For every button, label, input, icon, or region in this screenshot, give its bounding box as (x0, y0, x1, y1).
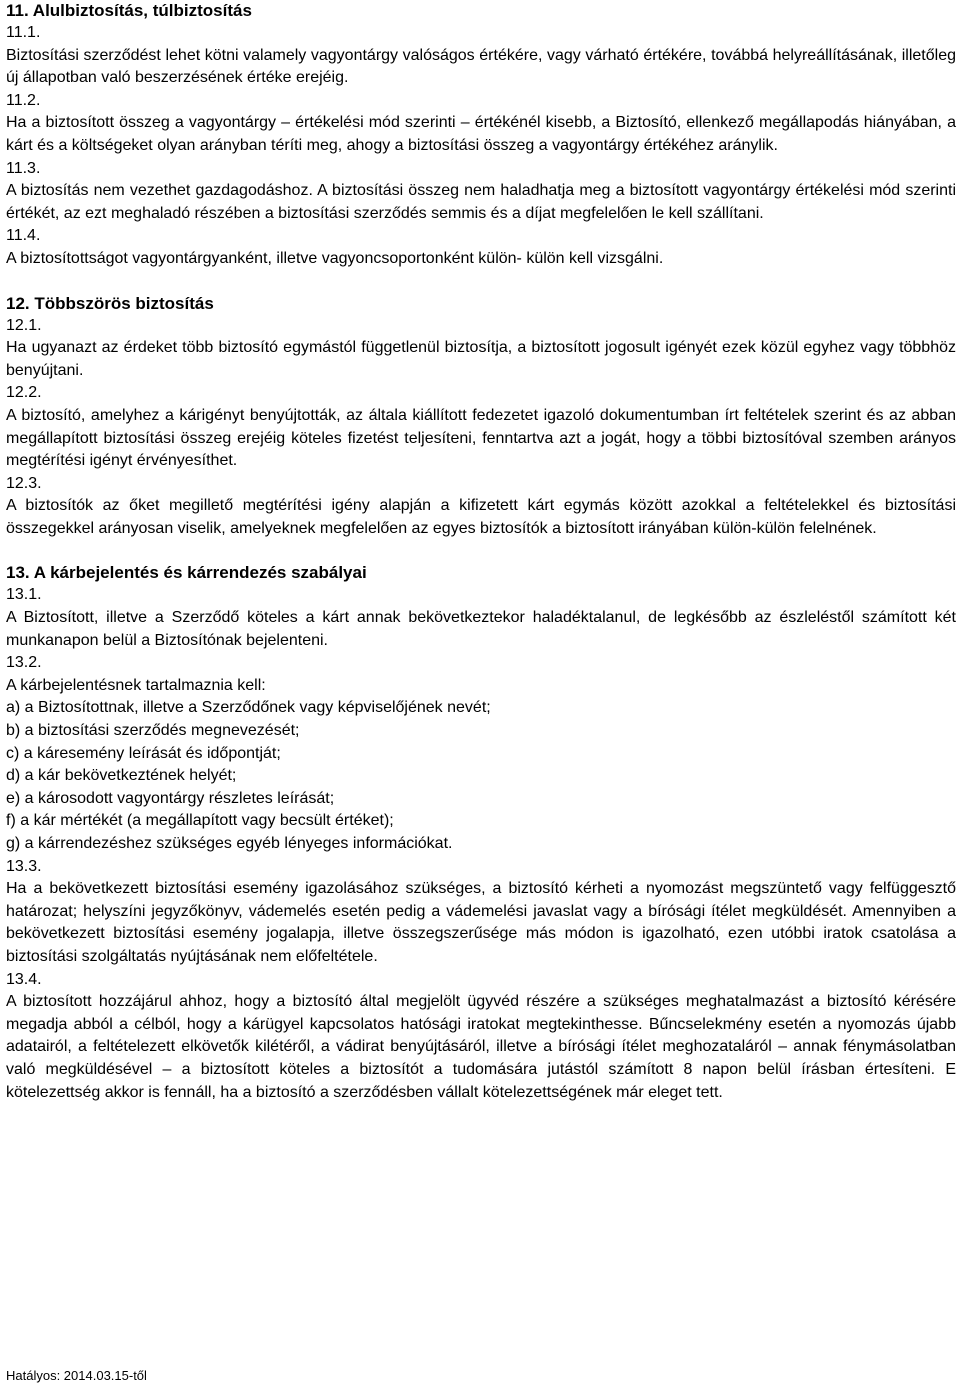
clause-number: 12.3. (6, 474, 42, 492)
clause-number: 13.4. (6, 970, 42, 988)
clause-number: 13.1. (6, 586, 42, 604)
clause-text: A Biztosított, illetve a Szerződő köteles a kárt annak bekövetkeztekor haladéktalanul, de legkésőbb az észleléstől számított két munkanapon belül a Biztosítónak bejelenteni. (6, 609, 956, 649)
section-heading: 12. Többszörös biztosítás (6, 293, 214, 313)
effective-date-footer: Hatályos: 2014.03.15-től (6, 1368, 147, 1383)
list-item: g) a kárrendezéshez szükséges egyéb lényeges információkat. (6, 835, 453, 852)
clause-number: 11.2. (6, 91, 41, 109)
clause-text: Biztosítási szerződést lehet kötni valamely vagyontárgy valóságos értékére, vagy várható értékére, továbbá helyreállításának, illetőleg új állapotban való beszerzésének értéke erejéig. (6, 46, 956, 87)
clause-text: A biztosító, amelyhez a kárigényt benyújtották, az általa kiállított fedezetet igazoló dokumentumban írt feltételek szerint és az abban megállapított biztosítási összeg erejéig köteles fizetést teljesíteni, fenntartva azt a jogát, hogy a többi biztosítóval szemben arányos megtérítési igényt érvényesíthet. (6, 406, 956, 470)
clause-text: A biztosítottságot vagyontárgyanként, illetve vagyoncsoportonként külön- külön kell vizsgálni. (6, 249, 664, 267)
clause-text: A kárbejelentésnek tartalmaznia kell: (6, 676, 266, 694)
clause-number: 13.2. (6, 654, 42, 672)
section-heading: 11. Alulbiztosítás, túlbiztosítás (6, 1, 252, 20)
section-13 (6, 562, 956, 1104)
clause-number: 13.3. (6, 857, 42, 875)
clause-text: Ha a bekövetkezett biztosítási esemény igazolásához szükséges, a biztosító kérheti a nyomozást megszüntető vagy felfüggesztő határozat; helyszíni jegyzőkönyv, vádemelés esetén pedig a vádemelési javaslat vagy a bírósági ítélet megküldését. Amennyiben a bekövetkezett biztosítási esemény jogalapja, illetve összegszerűsége más módon is igazolható, ezen utóbbi iratok csatolása a biztosítási szolgáltatás nyújtásának nem előfeltétele. (6, 880, 956, 965)
section-11 (6, 0, 956, 271)
clause-text: A biztosítás nem vezethet gazdagodáshoz. A biztosítási összeg nem haladhatja meg a biztosított vagyontárgy értékelési mód szerinti értékét, az ezt meghaladó részében a biztosítási szerződés semmis és a díjat megfelelően le kell szállítani. (6, 182, 956, 222)
document-page (6, 0, 956, 1104)
list-item: c) a káresemény leírását és időpontját; (6, 744, 281, 762)
section-heading: 13. A kárbejelentés és kárrendezés szabályai (6, 563, 367, 583)
list-item: a) a Biztosítottnak, illetve a Szerződőnek vagy képviselőjének nevét; (6, 699, 491, 717)
clause-number: 11.4. (6, 227, 41, 245)
section-12 (6, 293, 956, 541)
required-info-list (6, 697, 956, 855)
clause-number: 12.2. (6, 384, 42, 402)
clause-number: 12.1. (6, 316, 42, 334)
clause-text: A biztosított hozzájárul ahhoz, hogy a biztosító által megjelölt ügyvéd részére a szükséges meghatalmazást a biztosító kérésére megadja abból a célból, hogy a kárügyel kapcsolatos hatósági iratokat megtekinthesse. Bűncselekmény esetén a nyomozás újabb adatairól, a feltételezett elkövetők kilétéről, a vádirat benyújtásáról, illetve a bírósági ítélet meghozataláról – annak fénymásolatban való megküldésével – a biztosított köteles a biztosítót a tudomására jutástól számított 8 napon belül írásban értesíteni. E kötelezettség akkor is fennáll, ha a biztosító a szerződésben vállalt kötelezettségének már eleget tett. (6, 993, 956, 1101)
clause-number: 11.3. (6, 159, 41, 177)
clause-text: Ha ugyanazt az érdeket több biztosító egymástól függetlenül biztosítja, a biztosított jogosult igényét ezek közül egyhez vagy többhöz benyújtani. (6, 339, 956, 379)
list-item: f) a kár mértékét (a megállapított vagy becsült értéket); (6, 812, 394, 830)
list-item: d) a kár bekövetkeztének helyét; (6, 767, 237, 785)
list-item: b) a biztosítási szerződés megnevezését; (6, 722, 300, 740)
clause-text: Ha a biztosított összeg a vagyontárgy – értékelési mód szerinti – értékénél kisebb, a Biztosító, ellenkező megállapodás hiányában, a kárt és a költségeket olyan arányban téríti meg, ahogy a biztosítási összeg a vagyontárgy értékéhez aránylik. (6, 114, 956, 154)
list-item: e) a károsodott vagyontárgy részletes leírását; (6, 789, 335, 807)
clause-number: 11.1. (6, 24, 41, 41)
clause-text: A biztosítók az őket megillető megtérítési igény alapján a kifizetett kárt egymás között azokkal a feltételekkel és biztosítási összegekkel arányosan viselik, amelyeknek megfelelően az egyes biztosítók a biztosított irányában külön-külön felelnének. (6, 497, 956, 537)
